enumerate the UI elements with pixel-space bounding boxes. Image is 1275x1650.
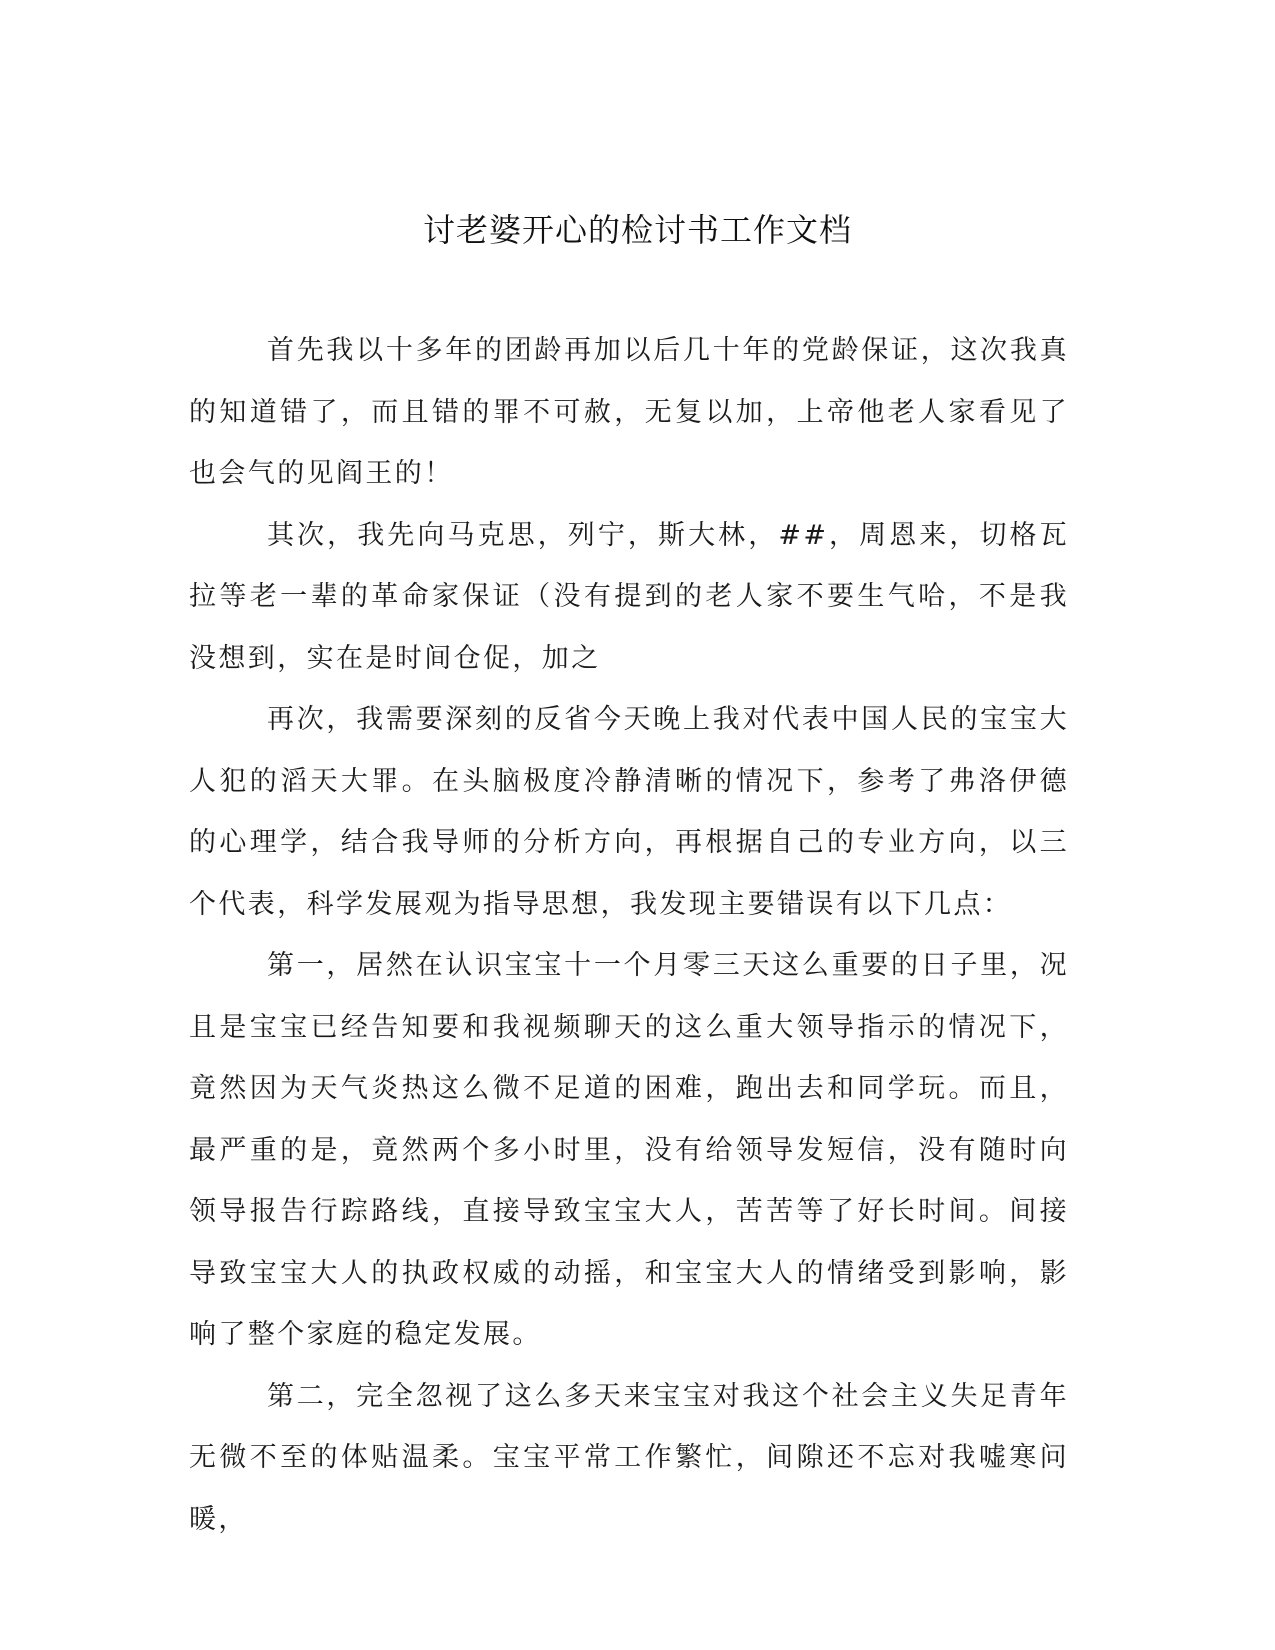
paragraph-5: 第二，完全忽视了这么多天来宝宝对我这个社会主义失足青年无微不至的体贴温柔。宝宝平常工作繁忙，间隙还不忘对我嘘寒问暖， [189, 1380, 1069, 1535]
paragraph-3: 再次，我需要深刻的反省今天晚上我对代表中国人民的宝宝大人犯的滔天大罪。在头脑极度冷静清晰的情况下，参考了弗洛伊德的心理学，结合我导师的分析方向，再根据自己的专业方向，以三个代表，科学发展观为指导思想，我发现主要错误有以下几点： [189, 704, 1069, 920]
paragraph-1: 首先我以十多年的团龄再加以后几十年的党龄保证，这次我真的知道错了，而且错的罪不可赦，无复以加，上帝他老人家看见了也会气的见阎王的！ [189, 335, 1069, 489]
paragraph-2: 其次，我先向马克思，列宁，斯大林，##，周恩来，切格瓦拉等老一辈的革命家保证（没有提到的老人家不要生气哈，不是我没想到，实在是时间仓促，加之 [189, 519, 1069, 674]
paragraph-4: 第一，居然在认识宝宝十一个月零三天这么重要的日子里，况且是宝宝已经告知要和我视频聊天的这么重大领导指示的情况下，竟然因为天气炎热这么微不足道的困难，跑出去和同学玩。而且，最严重的是，竟然两个多小时里，没有给领导发短信，没有随时向领导报告行踪路线，直接导致宝宝大人，苦苦等了好长时间。间接导致宝宝大人的执政权威的动摇，和宝宝大人的情绪受到影响，影响了整个家庭的稳定发展。 [189, 950, 1069, 1350]
document-body [189, 320, 1069, 1550]
document-title: 讨老婆开心的检讨书工作文档 [422, 211, 852, 249]
